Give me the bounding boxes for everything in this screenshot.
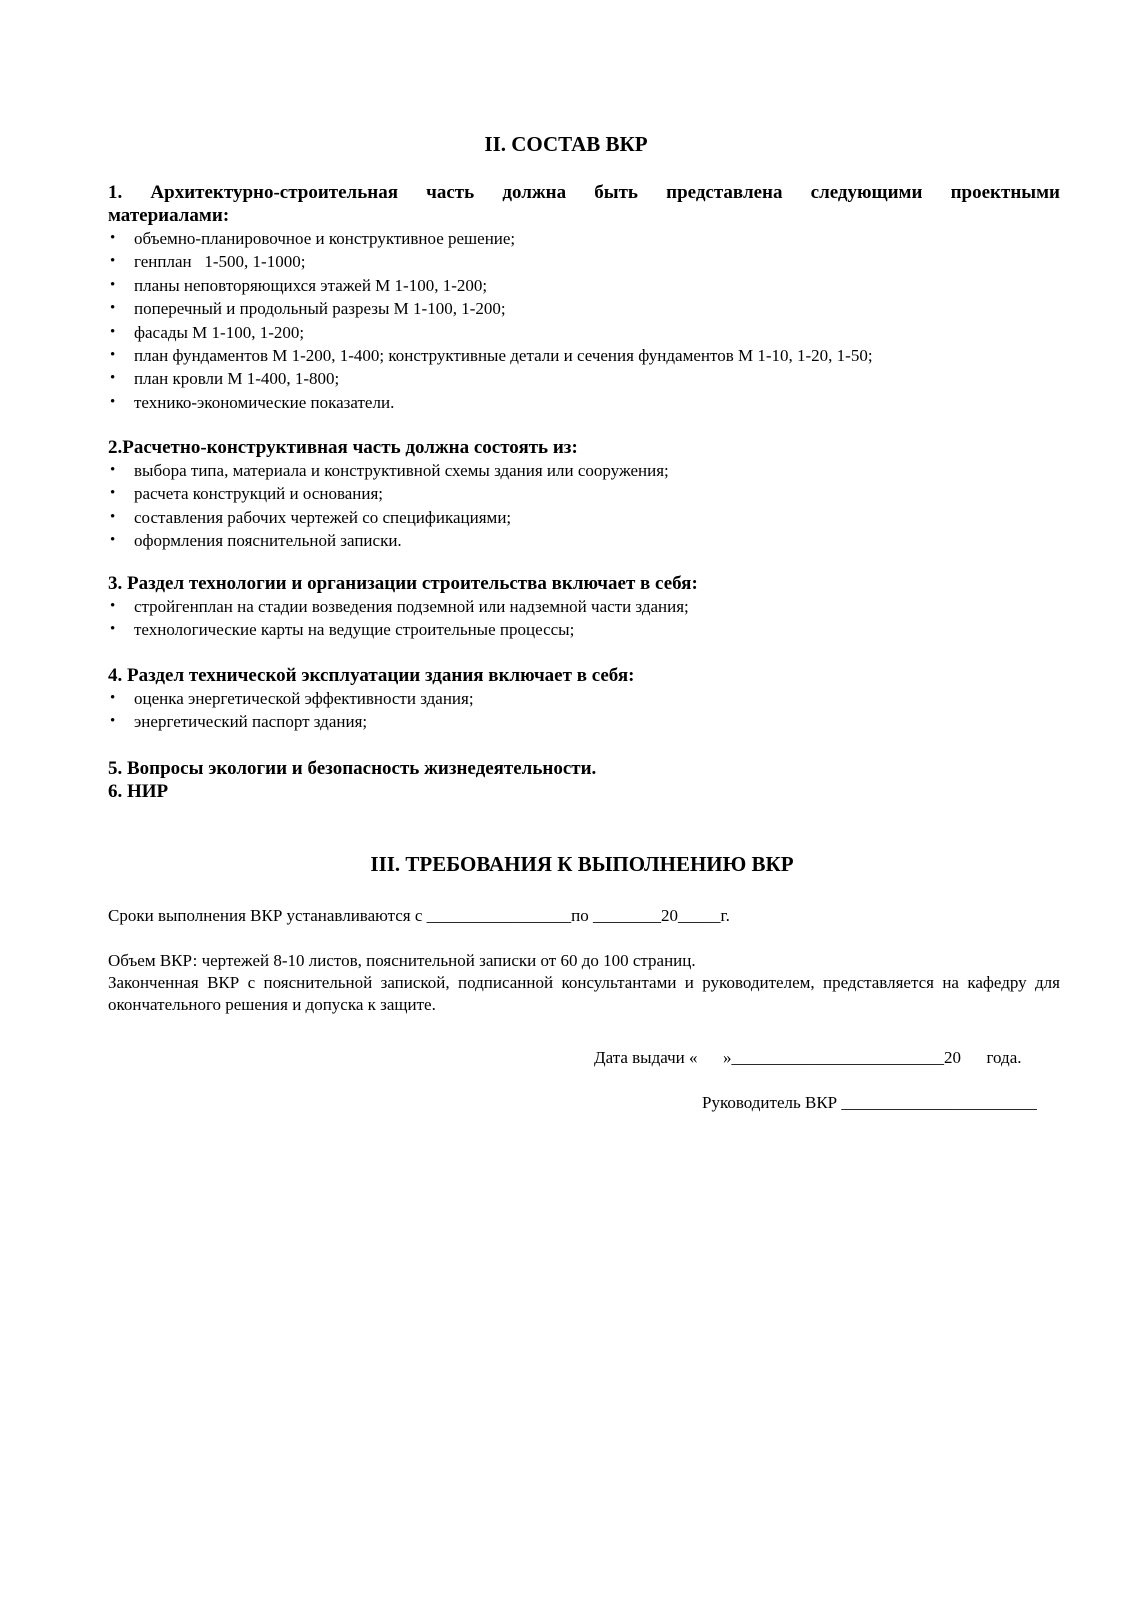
bullet-icon: •: [110, 300, 116, 317]
list-item-text: расчета конструкций и основания;: [134, 484, 384, 504]
list-item: [108, 595, 1060, 618]
bullet-icon: •: [110, 370, 116, 387]
bullet-icon: •: [110, 508, 116, 525]
bullet-icon: •: [110, 690, 116, 706]
list-item-text: энергетический паспорт здания;: [134, 712, 368, 732]
part-1-list: [108, 227, 1060, 414]
list-item-text: фасады М 1-100, 1-200;: [134, 322, 305, 342]
list-item-text: генплан 1-500, 1-1000;: [134, 252, 306, 272]
bullet-icon: •: [110, 323, 116, 340]
volume-line: Объем ВКР: чертежей 8-10 листов, пояснительной записки от 60 до 100 страниц.: [108, 951, 696, 970]
list-item: [108, 274, 1060, 297]
bullet-icon: •: [110, 393, 116, 410]
part-2-structural: [108, 436, 1060, 553]
bullet-icon: •: [110, 621, 116, 638]
part-6-heading: 6. НИР: [108, 781, 169, 802]
list-item: [108, 506, 1060, 529]
supervisor-signature-line: Руководитель ВКР _______________________: [702, 1093, 1037, 1112]
list-item: [108, 297, 1060, 320]
issue-date-line: Дата выдачи « »_________________________20 года.: [594, 1048, 1022, 1067]
bullet-icon: •: [110, 230, 116, 246]
part-1-heading-line-2: материалами:: [108, 205, 230, 226]
bullet-icon: •: [110, 276, 116, 293]
list-item-text: оценка энергетической эффективности здания;: [134, 689, 474, 708]
bullet-icon: •: [110, 347, 116, 364]
list-item-text: план кровли М 1-400, 1-800;: [134, 369, 340, 389]
list-item: [108, 344, 1060, 367]
bullet-icon: •: [110, 462, 116, 478]
list-item: [108, 687, 1060, 710]
part-2-heading: 2.Расчетно-конструктивная часть должна состоять из:: [108, 437, 578, 458]
list-item: [108, 459, 1060, 482]
finished-paragraph: Законченная ВКР с пояснительной запиской, подписанной консультантами и руководителем, представляется на кафедру для окончательного решения и допуска к защите.: [108, 973, 1060, 1014]
terms-line: Сроки выполнения ВКР устанавливаются с _________________по ________20_____г.: [108, 906, 730, 925]
bullet-icon: •: [110, 253, 116, 270]
list-item: [108, 321, 1060, 344]
list-item-text: составления рабочих чертежей со спецификациями;: [134, 507, 512, 527]
list-item: [108, 482, 1060, 505]
list-item-text: выбора типа, материала и конструктивной схемы здания или сооружения;: [134, 461, 669, 480]
part-1-heading-line-1: 1. Архитектурно-строительная часть должна быть представлена следующими проектными: [108, 182, 1060, 203]
part-4-heading: 4. Раздел технической эксплуатации здания включает в себя:: [108, 665, 635, 686]
list-item: [108, 367, 1060, 390]
list-item-text: объемно-планировочное и конструктивное решение;: [134, 229, 516, 248]
list-item-text: поперечный и продольный разрезы М 1-100, 1-200;: [134, 299, 506, 319]
bullet-icon: •: [110, 485, 116, 502]
part-3-heading: 3. Раздел технологии и организации строительства включает в себя:: [108, 573, 698, 594]
list-item: [108, 710, 1060, 733]
part-1-architecture: [108, 181, 1060, 414]
part-5-6-headings: [108, 757, 1060, 803]
list-item-text: стройгенплан на стадии возведения подземной или надземной части здания;: [134, 597, 689, 616]
list-item: [108, 618, 1060, 641]
bullet-icon: •: [110, 532, 116, 549]
list-item-text: технико-экономические показатели.: [134, 392, 395, 412]
list-item: [108, 250, 1060, 273]
list-item-text: планы неповторяющихся этажей М 1-100, 1-200;: [134, 275, 488, 295]
part-5-heading: 5. Вопросы экологии и безопасность жизнедеятельности.: [108, 758, 597, 779]
part-3-technology: [108, 572, 1060, 642]
list-item: [108, 529, 1060, 552]
list-item-text: технологические карты на ведущие строительные процессы;: [134, 620, 575, 640]
list-item: [108, 227, 1060, 250]
part-2-list: [108, 459, 1060, 553]
part-4-operation: [108, 664, 1060, 734]
part-3-list: [108, 595, 1060, 642]
bullet-icon: •: [110, 598, 116, 614]
section-2-title: II. СОСТАВ ВКР: [484, 132, 648, 156]
bullet-icon: •: [110, 713, 116, 730]
list-item-text: план фундаментов М 1-200, 1-400; конструктивные детали и сечения фундаментов М 1-10, 1-20, 1-50;: [134, 346, 873, 366]
list-item: [108, 391, 1060, 414]
section-3-title: III. ТРЕБОВАНИЯ К ВЫПОЛНЕНИЮ ВКР: [370, 852, 794, 876]
list-item-text: оформления пояснительной записки.: [134, 531, 402, 551]
part-4-list: [108, 687, 1060, 734]
